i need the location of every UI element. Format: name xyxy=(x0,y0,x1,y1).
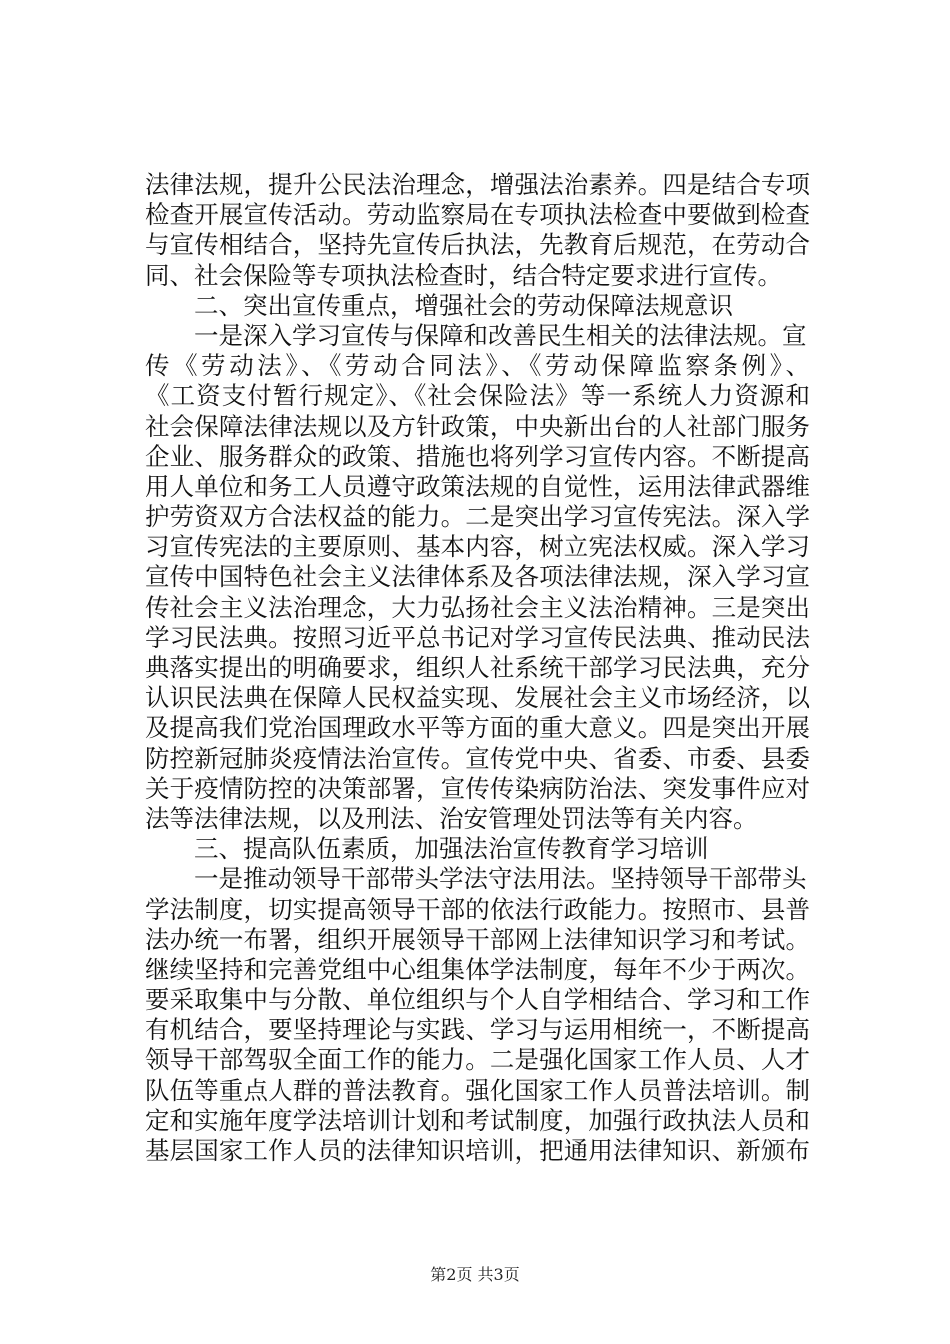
text-line: 队伍等重点人群的普法教育。强化国家工作人员普法培训。制 xyxy=(145,1075,810,1105)
document-body xyxy=(145,170,810,1166)
text-line: 检查开展宣传活动。劳动监察局在专项执法检查中要做到检查 xyxy=(145,200,810,230)
text-line: 认识民法典在保障人民权益实现、发展社会主义市场经济，以 xyxy=(145,683,810,713)
text-line: 三、提高队伍素质，加强法治宣传教育学习培训 xyxy=(194,834,709,864)
text-line: 用人单位和务工人员遵守政策法规的自觉性，运用法律武器维 xyxy=(145,471,810,501)
text-line: 法办统一布署，组织开展领导干部网上法律知识学习和考试。 xyxy=(145,924,810,954)
text-line: 基层国家工作人员的法律知识培训，把通用法律知识、新颁布 xyxy=(145,1136,810,1165)
text-line: 一是深入学习宣传与保障和改善民生相关的法律法规。宣 xyxy=(194,320,807,350)
text-line: 《工资支付暂行规定》、《社会保险法》等一系统人力资源和 xyxy=(145,381,810,411)
text-line: 一是推动领导干部带头学法守法用法。坚持领导干部带头 xyxy=(194,864,807,894)
text-line: 学法制度，切实提高领导干部的依法行政能力。按照市、县普 xyxy=(145,894,810,924)
text-line: 习宣传宪法的主要原则、基本内容，树立宪法权威。深入学习 xyxy=(145,532,810,562)
text-line: 传社会主义法治理念，大力弘扬社会主义法治精神。三是突出 xyxy=(145,592,810,622)
text-line: 社会保障法律法规以及方针政策，中央新出台的人社部门服务 xyxy=(145,411,810,441)
text-line: 定和实施年度学法培训计划和考试制度，加强行政执法人员和 xyxy=(145,1105,810,1135)
text-line: 关于疫情防控的决策部署，宣传传染病防治法、突发事件应对 xyxy=(145,773,810,803)
text-line: 传《劳动法》、《劳动合同法》、《劳动保障监察条例》、 xyxy=(145,351,810,381)
text-line: 继续坚持和完善党组中心组集体学法制度，每年不少于两次。 xyxy=(145,954,810,984)
text-line: 防控新冠肺炎疫情法治宣传。宣传党中央、省委、市委、县委 xyxy=(145,743,810,773)
page-footer: 第2页 共3页 xyxy=(430,1265,520,1284)
text-line: 与宣传相结合，坚持先宣传后执法，先教育后规范，在劳动合 xyxy=(145,230,810,260)
text-line: 同、社会保险等专项执法检查时，结合特定要求进行宣传。 xyxy=(145,260,782,290)
text-line: 及提高我们党治国理政水平等方面的重大意义。四是突出开展 xyxy=(145,713,810,743)
text-line: 典落实提出的明确要求，组织人社系统干部学习民法典，充分 xyxy=(145,653,810,682)
text-line: 法律法规，提升公民法治理念，增强法治素养。四是结合专项 xyxy=(145,170,810,199)
text-line: 领导干部驾驭全面工作的能力。二是强化国家工作人员、人才 xyxy=(145,1045,810,1075)
text-line: 要采取集中与分散、单位组织与个人自学相结合、学习和工作 xyxy=(145,985,810,1015)
text-line: 护劳资双方合法权益的能力。二是突出学习宣传宪法。深入学 xyxy=(145,502,810,532)
text-line: 二、突出宣传重点，增强社会的劳动保障法规意识 xyxy=(194,290,733,320)
text-line: 有机结合，要坚持理论与实践、学习与运用相统一，不断提高 xyxy=(145,1015,810,1045)
text-line: 学习民法典。按照习近平总书记对学习宣传民法典、推动民法 xyxy=(145,622,810,652)
text-line: 法等法律法规，以及刑法、治安管理处罚法等有关内容。 xyxy=(145,803,758,833)
text-line: 企业、服务群众的政策、措施也将列学习宣传内容。不断提高 xyxy=(145,441,810,471)
text-line: 宣传中国特色社会主义法律体系及各项法律法规，深入学习宣 xyxy=(145,562,810,592)
